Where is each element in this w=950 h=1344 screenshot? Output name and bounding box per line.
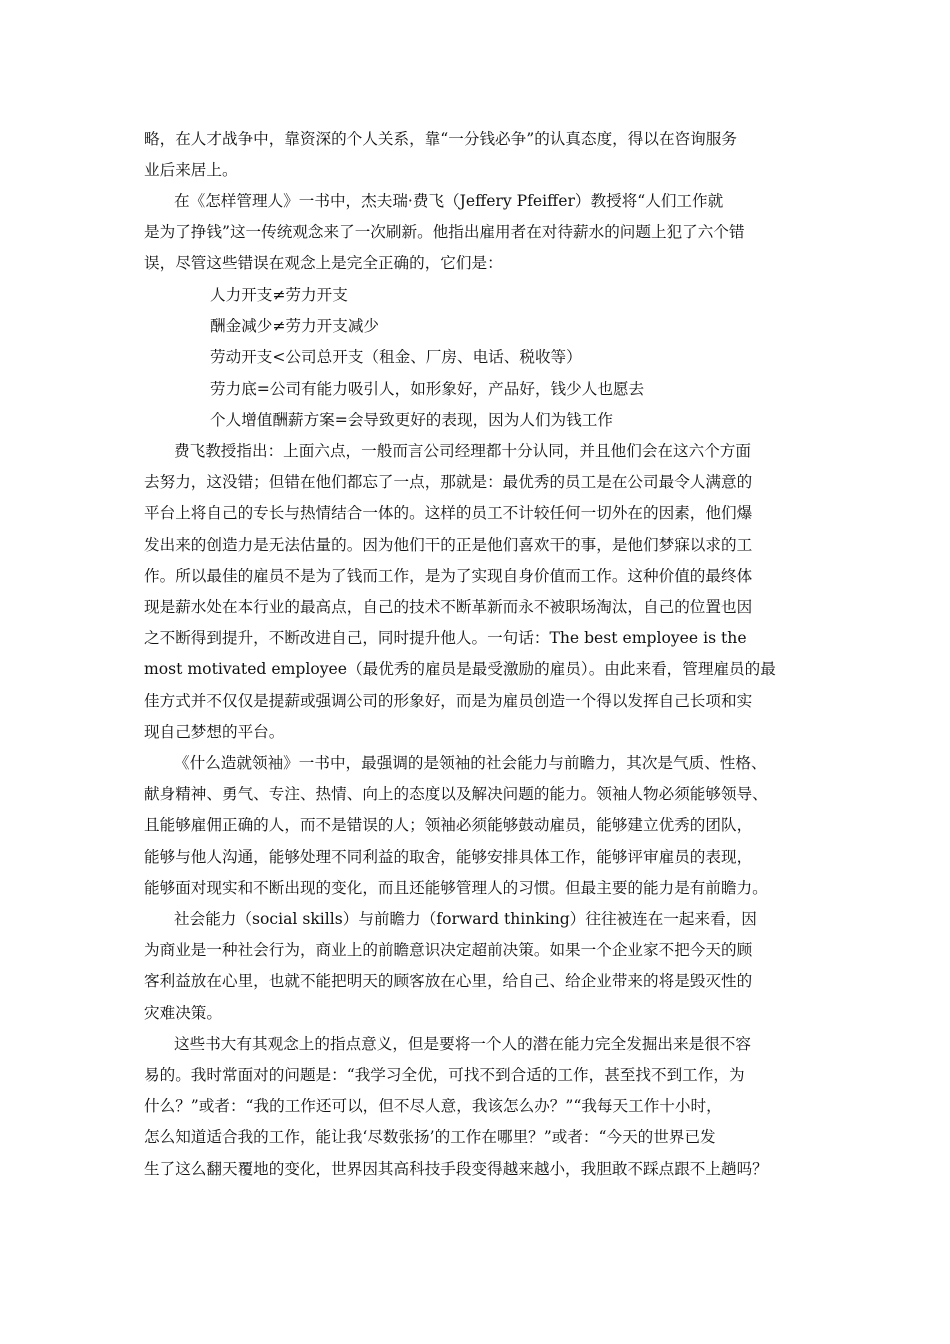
paragraph-line: 灾难决策。 <box>144 1004 222 1022</box>
paragraph-line: 是为了挣钱”这一传统观念来了一次刷新。他指出雇用者在对待薪水的问题上犯了六个错 <box>144 223 745 241</box>
paragraph-line: 平台上将自己的专长与热情结合一体的。这样的员工不计较任何一切外在的因素，他们爆 <box>144 504 753 522</box>
paragraph-line: 客利益放在心里，也就不能把明天的顾客放在心里，给自己、给企业带来的将是毁灭性的 <box>144 972 753 990</box>
paragraph-line: 能够面对现实和不断出现的变化，而且还能够管理人的习惯。但最主要的能力是有前瞻力。 <box>144 879 768 897</box>
list-item: 人力开支≠劳力开支 <box>210 286 348 304</box>
paragraph-line: 去努力，这没错；但错在他们都忘了一点，那就是：最优秀的员工是在公司最令人满意的 <box>144 473 753 491</box>
paragraph-line: 费飞教授指出：上面六点，一般而言公司经理都十分认同，并且他们会在这六个方面 <box>174 442 751 460</box>
list-item: 劳力底=公司有能力吸引人，如形象好，产品好，钱少人也愿去 <box>210 380 645 398</box>
list-item: 酬金减少≠劳力开支减少 <box>210 317 380 335</box>
paragraph-line: most motivated employee（最优秀的雇员是最受激励的雇员）。由此来看，管理雇员的最 <box>144 660 776 678</box>
paragraph-line: 能够与他人沟通，能够处理不同利益的取舍，能够安排具体工作，能够评审雇员的表现， <box>144 848 753 866</box>
paragraph-line: 献身精神、勇气、专注、热情、向上的态度以及解决问题的能力。领袖人物必须能够领导、 <box>144 785 768 803</box>
paragraph-line: 略，在人才战争中，靠资深的个人关系，靠“一分钱必争”的认真态度，得以在咨询服务 <box>144 130 737 148</box>
paragraph-line: 《什么造就领袖》一书中，最强调的是领袖的社会能力与前瞻力，其次是气质、性格、 <box>174 754 767 772</box>
list-item: 个人增值酬薪方案=会导致更好的表现，因为人们为钱工作 <box>210 411 613 429</box>
paragraph-line: 这些书大有其观念上的指点意义，但是要将一个人的潜在能力完全发掘出来是很不容 <box>174 1035 751 1053</box>
paragraph-line: 误，尽管这些错误在观念上是完全正确的，它们是： <box>144 254 503 272</box>
paragraph-line: 佳方式并不仅仅是提薪或强调公司的形象好，而是为雇员创造一个得以发挥自己长项和实 <box>144 692 753 710</box>
paragraph-line: 业后来居上。 <box>144 161 238 179</box>
paragraph-line: 易的。我时常面对的问题是：“我学习全优，可找不到合适的工作，甚至找不到工作，为 <box>144 1066 745 1084</box>
paragraph-line: 且能够雇佣正确的人，而不是错误的人；领袖必须能够鼓动雇员，能够建立优秀的团队， <box>144 816 753 834</box>
paragraph-line: 怎么知道适合我的工作，能让我‘尽数张扬’的工作在哪里？”或者：“今天的世界已发 <box>144 1128 716 1146</box>
paragraph-line: 现自己梦想的平台。 <box>144 723 285 741</box>
paragraph-line: 什么？”或者：“我的工作还可以，但不尽人意，我该怎么办？”“我每天工作十小时， <box>144 1097 722 1115</box>
paragraph-line: 为商业是一种社会行为，商业上的前瞻意识决定超前决策。如果一个企业家不把今天的顾 <box>144 941 753 959</box>
paragraph-line: 作。所以最佳的雇员不是为了钱而工作，是为了实现自身价值而工作。这种价值的最终体 <box>144 567 753 585</box>
paragraph-line: 在《怎样管理人》一书中，杰夫瑞·费飞（Jeffery Pfeiffer）教授将“人们工作就 <box>174 192 724 210</box>
paragraph-line: 生了这么翻天覆地的变化，世界因其高科技手段变得越来越小，我胆敢不踩点跟不上趟吗？ <box>144 1160 768 1178</box>
list-item: 劳动开支<公司总开支（租金、厂房、电话、税收等） <box>210 348 582 366</box>
paragraph-line: 发出来的创造力是无法估量的。因为他们干的正是他们喜欢干的事，是他们梦寐以求的工 <box>144 536 753 554</box>
paragraph-line: 社会能力（social skills）与前瞻力（forward thinking）往往被连在一起来看，因 <box>174 910 757 928</box>
paragraph-line: 现是薪水处在本行业的最高点，自己的技术不断革新而永不被职场淘汰，自己的位置也因 <box>144 598 753 616</box>
paragraph-line: 之不断得到提升，不断改进自己，同时提升他人。一句话：The best employee is the <box>144 629 747 647</box>
